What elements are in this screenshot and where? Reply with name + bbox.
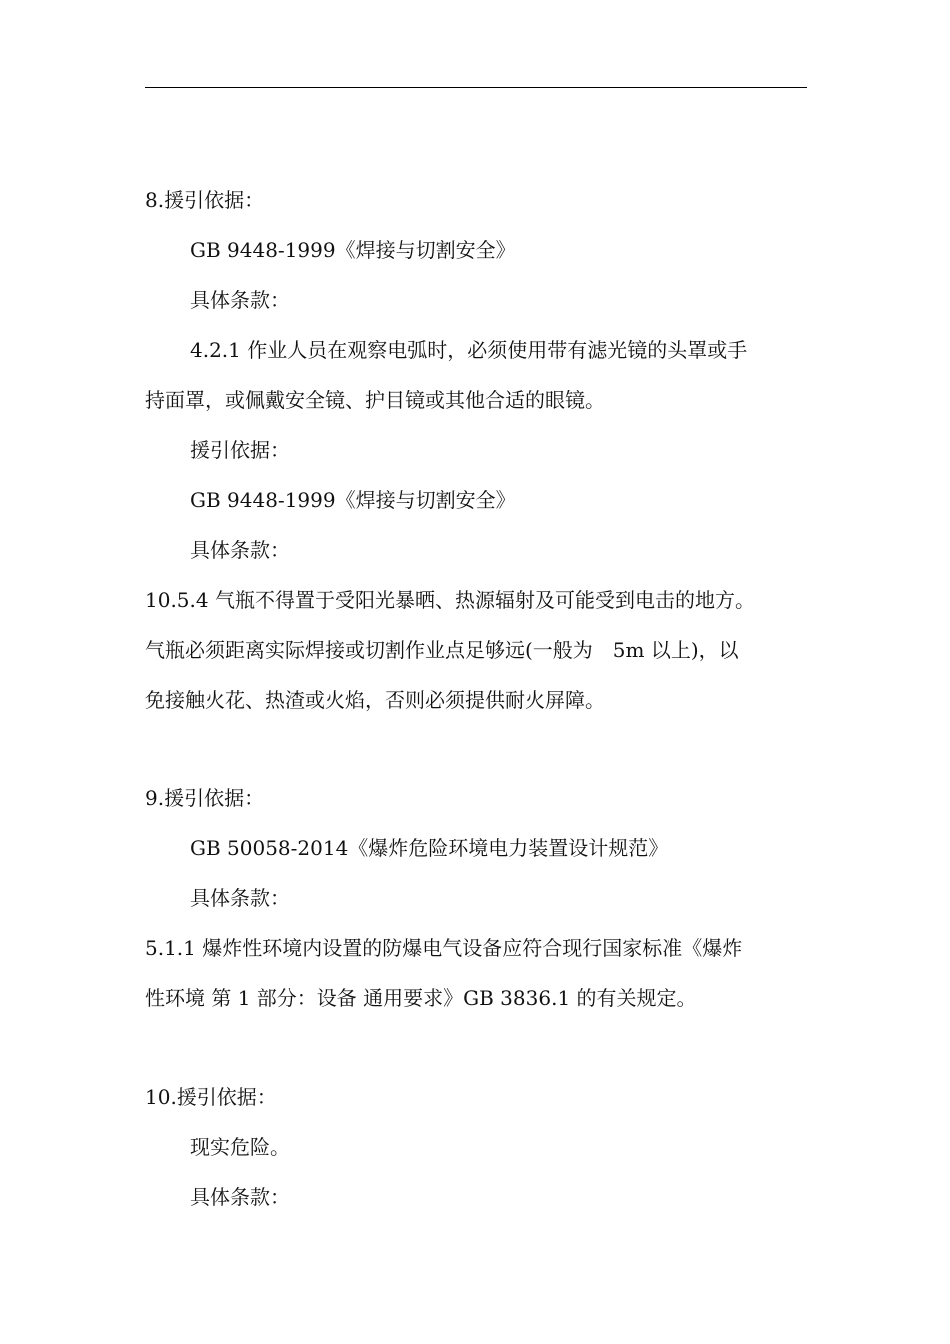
section-9-clause-label: 具体条款：	[190, 886, 290, 910]
section-8-sub-standard: GB 9448-1999《焊接与切割安全》	[190, 488, 516, 512]
section-9-standard: GB 50058-2014《爆炸危险环境电力装置设计规范》	[190, 836, 669, 860]
section-8-clause-label: 具体条款：	[190, 288, 290, 312]
section-9-clause-line-2: 性环境 第 1 部分：设备 通用要求》GB 3836.1 的有关规定。	[145, 986, 697, 1010]
section-8-sub-clause-line-3: 免接触火花、热渣或火焰，否则必须提供耐火屏障。	[145, 688, 605, 712]
section-9-heading: 9.援引依据：	[145, 786, 265, 810]
section-10-heading: 10.援引依据：	[145, 1085, 277, 1109]
section-9-clause-line-1: 5.1.1 爆炸性环境内设置的防爆电气设备应符合现行国家标准《爆炸	[145, 936, 743, 960]
section-10-standard: 现实危险。	[190, 1135, 290, 1159]
header-rule	[145, 87, 807, 88]
section-8-sub-clause-line-1: 10.5.4 气瓶不得置于受阳光暴晒、热源辐射及可能受到电击的地方。	[145, 588, 755, 612]
section-8-clause-line-2: 持面罩，或佩戴安全镜、护目镜或其他合适的眼镜。	[145, 388, 605, 412]
section-8-sub-clause-line-2: 气瓶必须距离实际焊接或切割作业点足够远(一般为 5m 以上)，以	[145, 638, 739, 662]
section-8-sub-clause-label: 具体条款：	[190, 538, 290, 562]
section-8-heading: 8.援引依据：	[145, 188, 265, 212]
section-8-standard: GB 9448-1999《焊接与切割安全》	[190, 238, 516, 262]
section-8-clause-line-1: 4.2.1 作业人员在观察电弧时，必须使用带有滤光镜的头罩或手	[190, 338, 748, 362]
section-10-clause-label: 具体条款：	[190, 1185, 290, 1209]
section-8-sub-heading: 援引依据：	[190, 438, 290, 462]
